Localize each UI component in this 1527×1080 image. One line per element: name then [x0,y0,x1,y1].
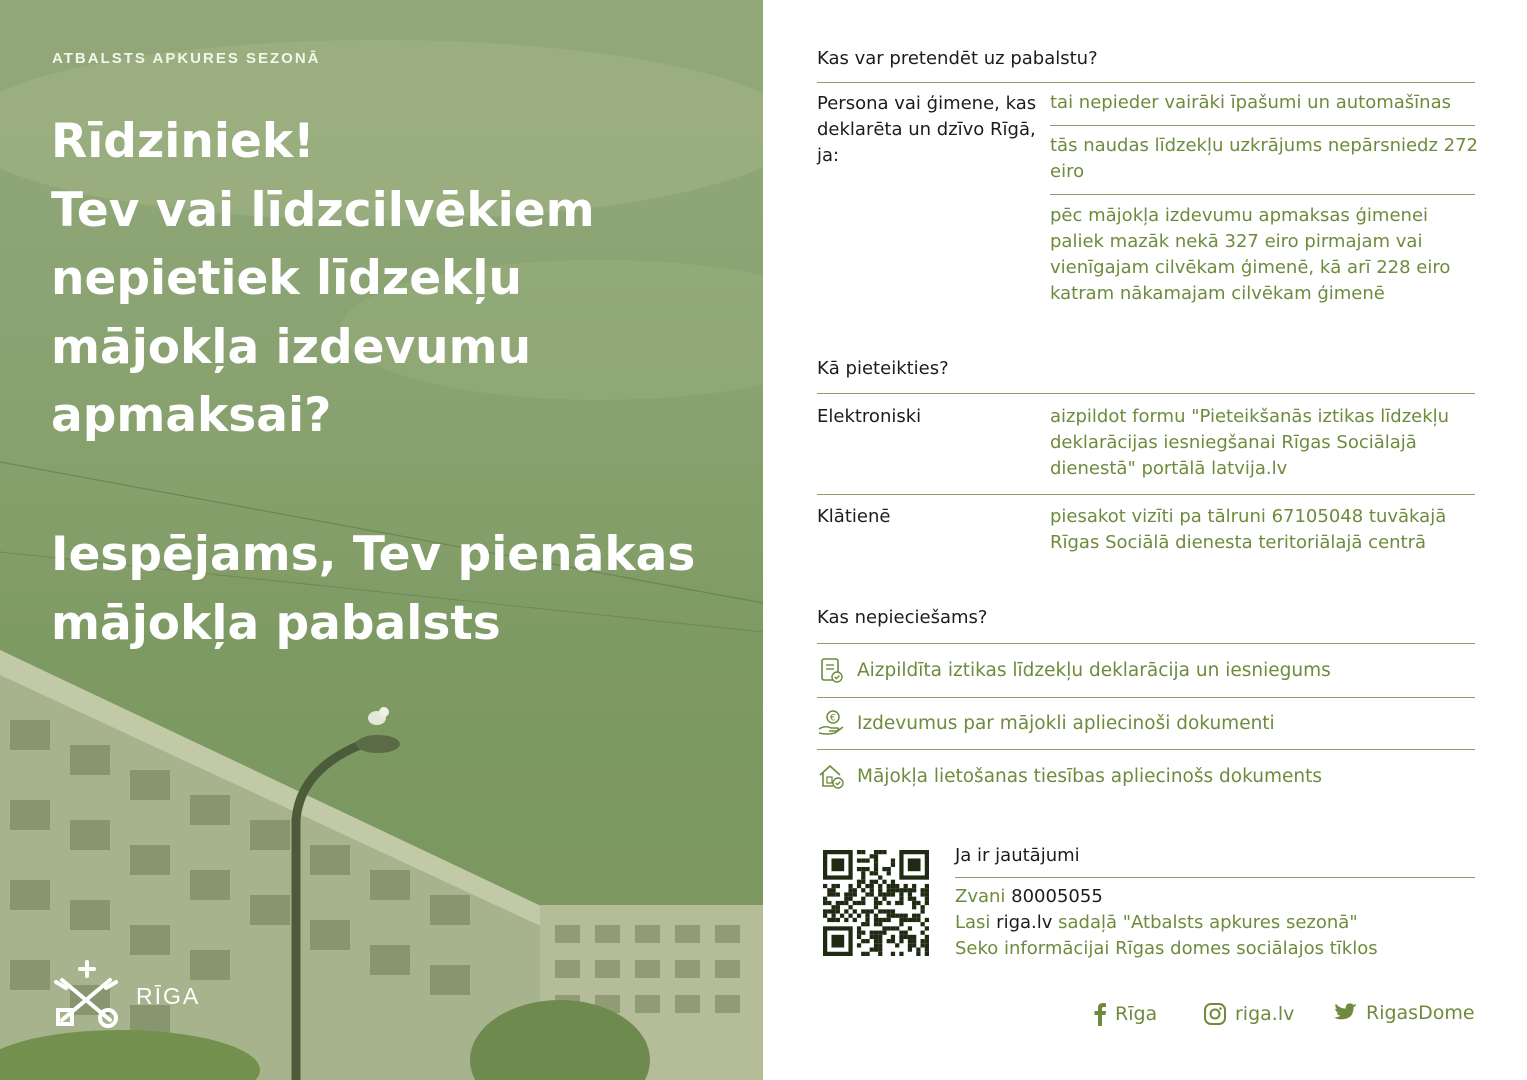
contact-read [955,910,1378,936]
social-label: riga.lv [1235,1003,1295,1025]
condition-item: tai nepieder vairāki īpašumi un automašīnas [1050,92,1451,113]
headline-line: Iespējams, Tev pienākas [51,527,696,582]
kicker-text: ATBALSTS APKURES SEZONĀ [52,50,321,67]
needed-item-text: Izdevumus par mājokli apliecinoši dokumenti [857,712,1275,734]
condition-item: pēc mājokļa izdevumu apmaksas ģimenei paliek mazāk nekā 327 eiro pirmajam vai vienīgajam cilvēkam ģimenē, kā arī 228 eiro katram nākamajam cilvēkam ģimenē [1050,205,1451,304]
read-prefix: Lasi [955,912,997,933]
headline-line: nepietiek līdzekļu [51,251,522,306]
riga-crest-icon [52,960,122,1030]
document-check-icon [817,656,845,684]
apply-title: Kā pieteikties? [817,358,949,379]
info-panel [763,0,1527,1080]
call-prefix: Zvani [955,886,1012,907]
call-number[interactable]: 80005055 [1011,886,1103,907]
needed-item [817,703,1275,743]
divider [817,643,1475,644]
hero-panel [0,0,763,1080]
svg-text:€: € [830,713,836,724]
social-label: Rīga [1115,1003,1158,1025]
condition-item: tās naudas līdzekļu uzkrājums nepārsniedz 272 eiro [1050,135,1479,182]
needed-title: Kas nepieciešams? [817,607,988,628]
contact-call [955,884,1378,910]
divider [1050,194,1475,195]
social-instagram[interactable] [1203,1002,1294,1026]
apply-method-value: piesakot vizīti pa tālruni 67105048 tuvākajā Rīgas Sociālā dienesta teritoriālajā centrā [1050,506,1447,553]
riga-link[interactable]: riga.lv [996,912,1053,933]
read-suffix: sadaļā "Atbalsts apkures sezonā" [1052,912,1358,933]
divider [817,749,1475,750]
instagram-icon [1203,1002,1227,1026]
divider [817,697,1475,698]
headline-line: Rīdziniek! [51,114,315,169]
logo-text: RĪGA [136,983,201,1009]
headline-line: apmaksai? [51,388,332,443]
divider [817,393,1475,394]
headline-line: mājokļa pabalsts [51,595,501,651]
contact-title: Ja ir jautājumi [955,845,1080,866]
house-check-icon [817,762,845,790]
headline-line: mājokļa izdevumu [51,319,532,375]
apply-method-label: Elektroniski [817,406,922,427]
facebook-icon [1093,1002,1107,1026]
contact-follow: Seko informācijai Rīgas domes sociālajos tīklos [955,938,1378,959]
twitter-icon [1334,1002,1358,1024]
euro-hand-icon [817,709,845,737]
needed-item [817,756,1322,796]
social-label: RigasDome [1366,1002,1475,1024]
eligibility-title: Kas var pretendēt uz pabalstu? [817,48,1098,69]
divider [955,877,1475,878]
headline-line: Tev vai līdzcilvēkiem [51,182,595,238]
divider [817,82,1475,83]
social-twitter[interactable] [1334,1002,1475,1024]
headline-secondary [51,521,695,658]
qr-code[interactable] [823,850,929,956]
divider [817,494,1475,495]
apply-method-label: Klātienē [817,506,891,527]
needed-item [817,650,1331,690]
contact-lines [955,884,1378,962]
social-facebook[interactable] [1093,1002,1157,1026]
apply-method-value: aizpildot formu "Pieteikšanās iztikas līdzekļu deklarācijas iesniegšanai Rīgas Sociālajā dienestā" portālā latvija.lv [1050,406,1450,479]
divider [1050,125,1475,126]
eligibility-label: Persona vai ģimene, kas deklarēta un dzīvo Rīgā, ja: [817,93,1037,166]
needed-item-text: Mājokļa lietošanas tiesības apliecinošs dokuments [857,765,1322,787]
needed-item-text: Aizpildīta iztikas līdzekļu deklarācija un iesniegums [857,659,1331,681]
headline [51,108,595,451]
